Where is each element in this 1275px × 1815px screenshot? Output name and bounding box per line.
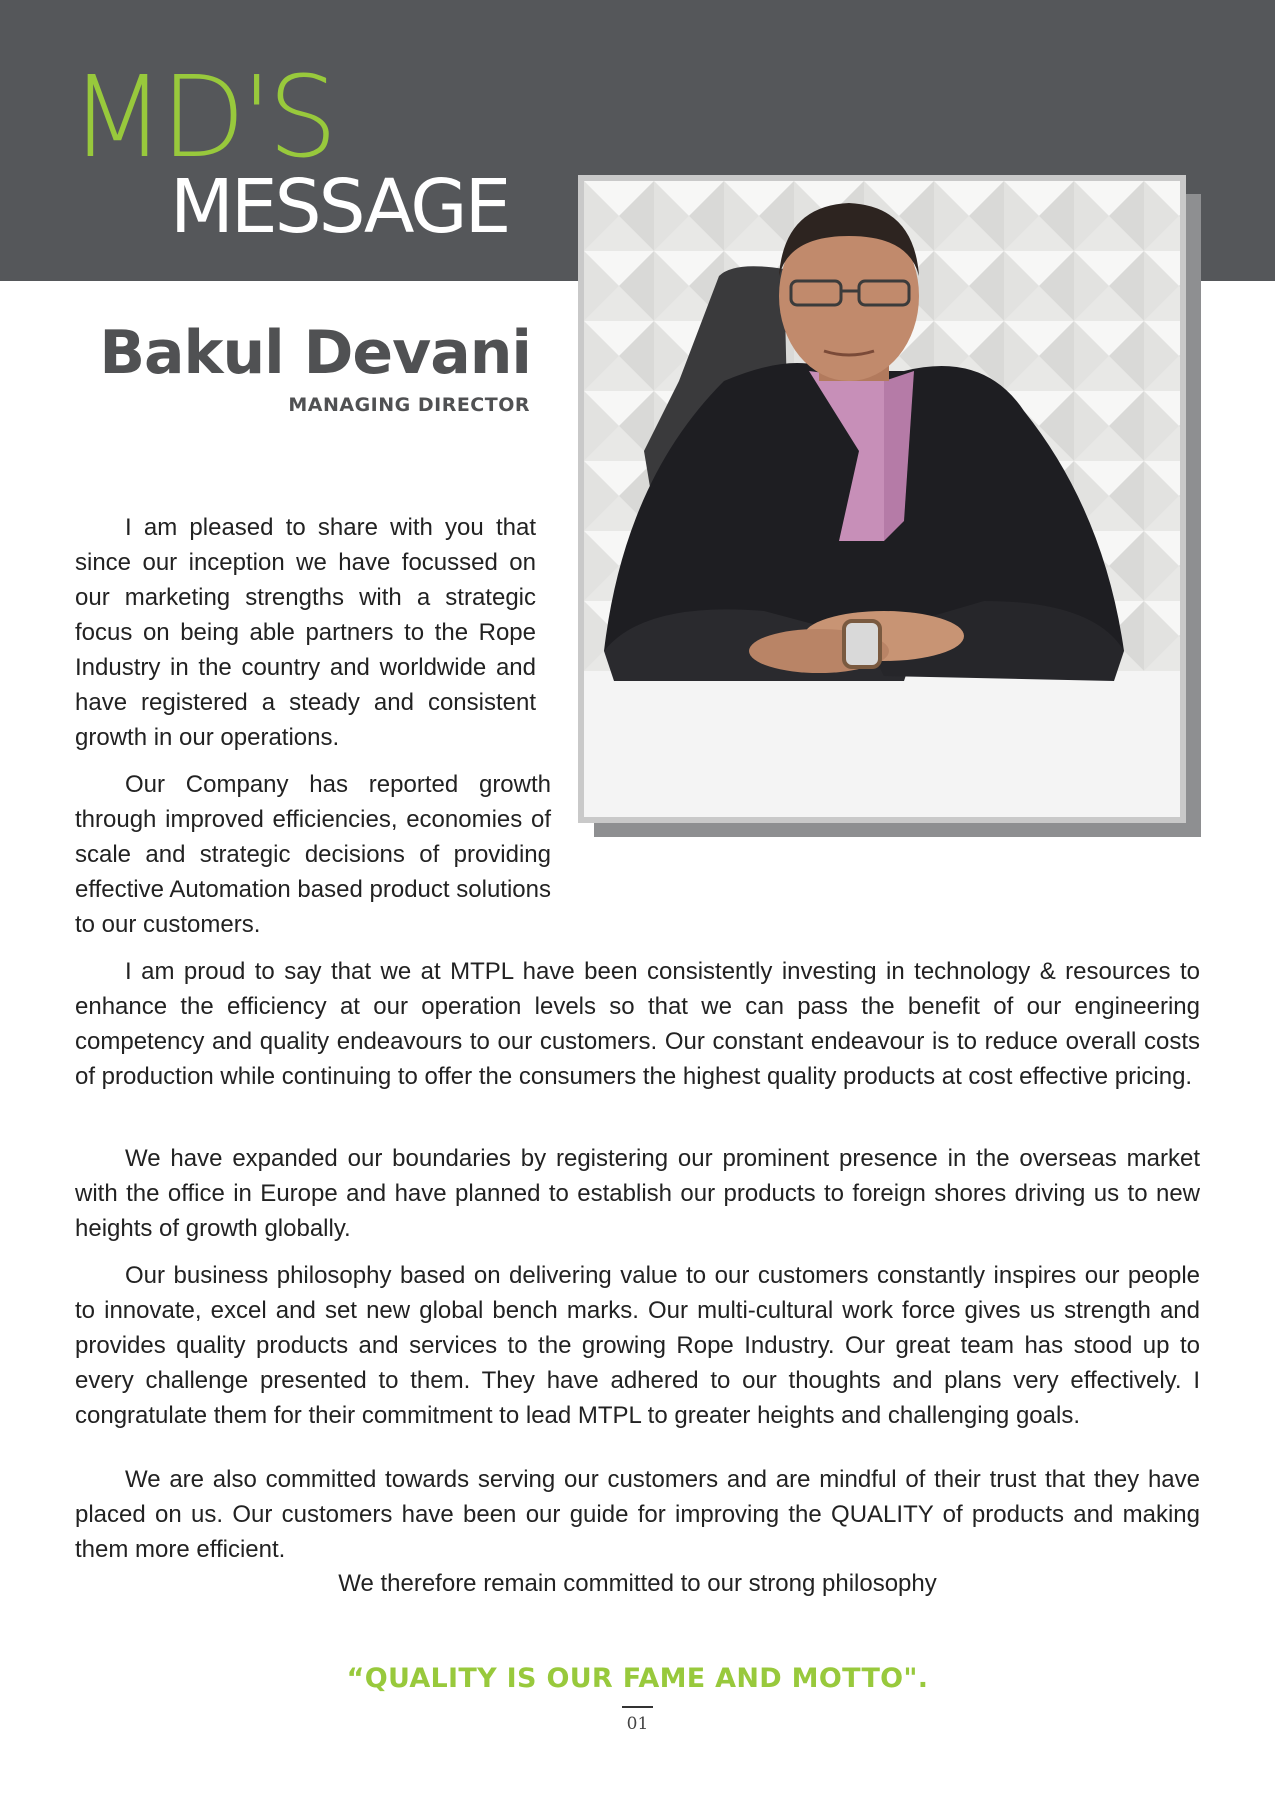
title-mds: MD'S <box>70 51 334 183</box>
portrait-photo <box>584 181 1180 817</box>
motto: “QUALITY IS OUR FAME AND MOTTO". <box>346 1663 929 1694</box>
portrait-illustration <box>584 181 1180 817</box>
paragraph-4: We have expanded our boundaries by registering our prominent presence in the overseas market with the office in Europe and have planned to establish our products to foreign shores driving us to new heights of growth globally. <box>75 1145 1200 1242</box>
page-number-rule <box>622 1706 653 1708</box>
portrait-frame <box>578 175 1186 823</box>
paragraph-3: I am proud to say that we at MTPL have been consistently investing in technology & resources to enhance the efficiency at our operation levels so that we can pass the benefit of our engineering competency and quality endeavours to our customers. Our constant endeavour is to reduce overall costs of production while continuing to offer the consumers the highest quality products at cost effective pricing. <box>75 958 1200 1090</box>
page-number: 01 <box>626 1714 649 1734</box>
title-message: MESSAGE <box>170 164 509 250</box>
person-role: MANAGING DIRECTOR <box>288 394 530 416</box>
paragraph-5: Our business philosophy based on delivering value to our customers constantly inspires our people to innovate, excel and set new global bench marks. Our multi-cultural work force gives us strength and provides quality products and services to the growing Rope Industry. Our great team has stood up to every challenge presented to them. They have adhered to our thoughts and plans very effectively. I congratulate them for their commitment to lead MTPL to greater heights and challenging goals. <box>75 1262 1200 1429</box>
paragraph-1: I am pleased to share with you that since our inception we have focussed on our marketing strengths with a strategic focus on being able partners to the Rope Industry in the country and worldwide and have registered a steady and consistent growth in our operations. <box>75 514 536 751</box>
paragraph-6: We are also committed towards serving our customers and are mindful of their trust that they have placed on us. Our customers have been our guide for improving the QUALITY of products and making them more efficient. <box>75 1466 1200 1563</box>
person-name: Bakul Devani <box>99 318 531 388</box>
paragraph-2: Our Company has reported growth through improved efficiencies, economies of scale and strategic decisions of providing effective Automation based product solutions to our customers. <box>75 771 551 938</box>
closing-line: We therefore remain committed to our strong philosophy <box>338 1570 937 1597</box>
